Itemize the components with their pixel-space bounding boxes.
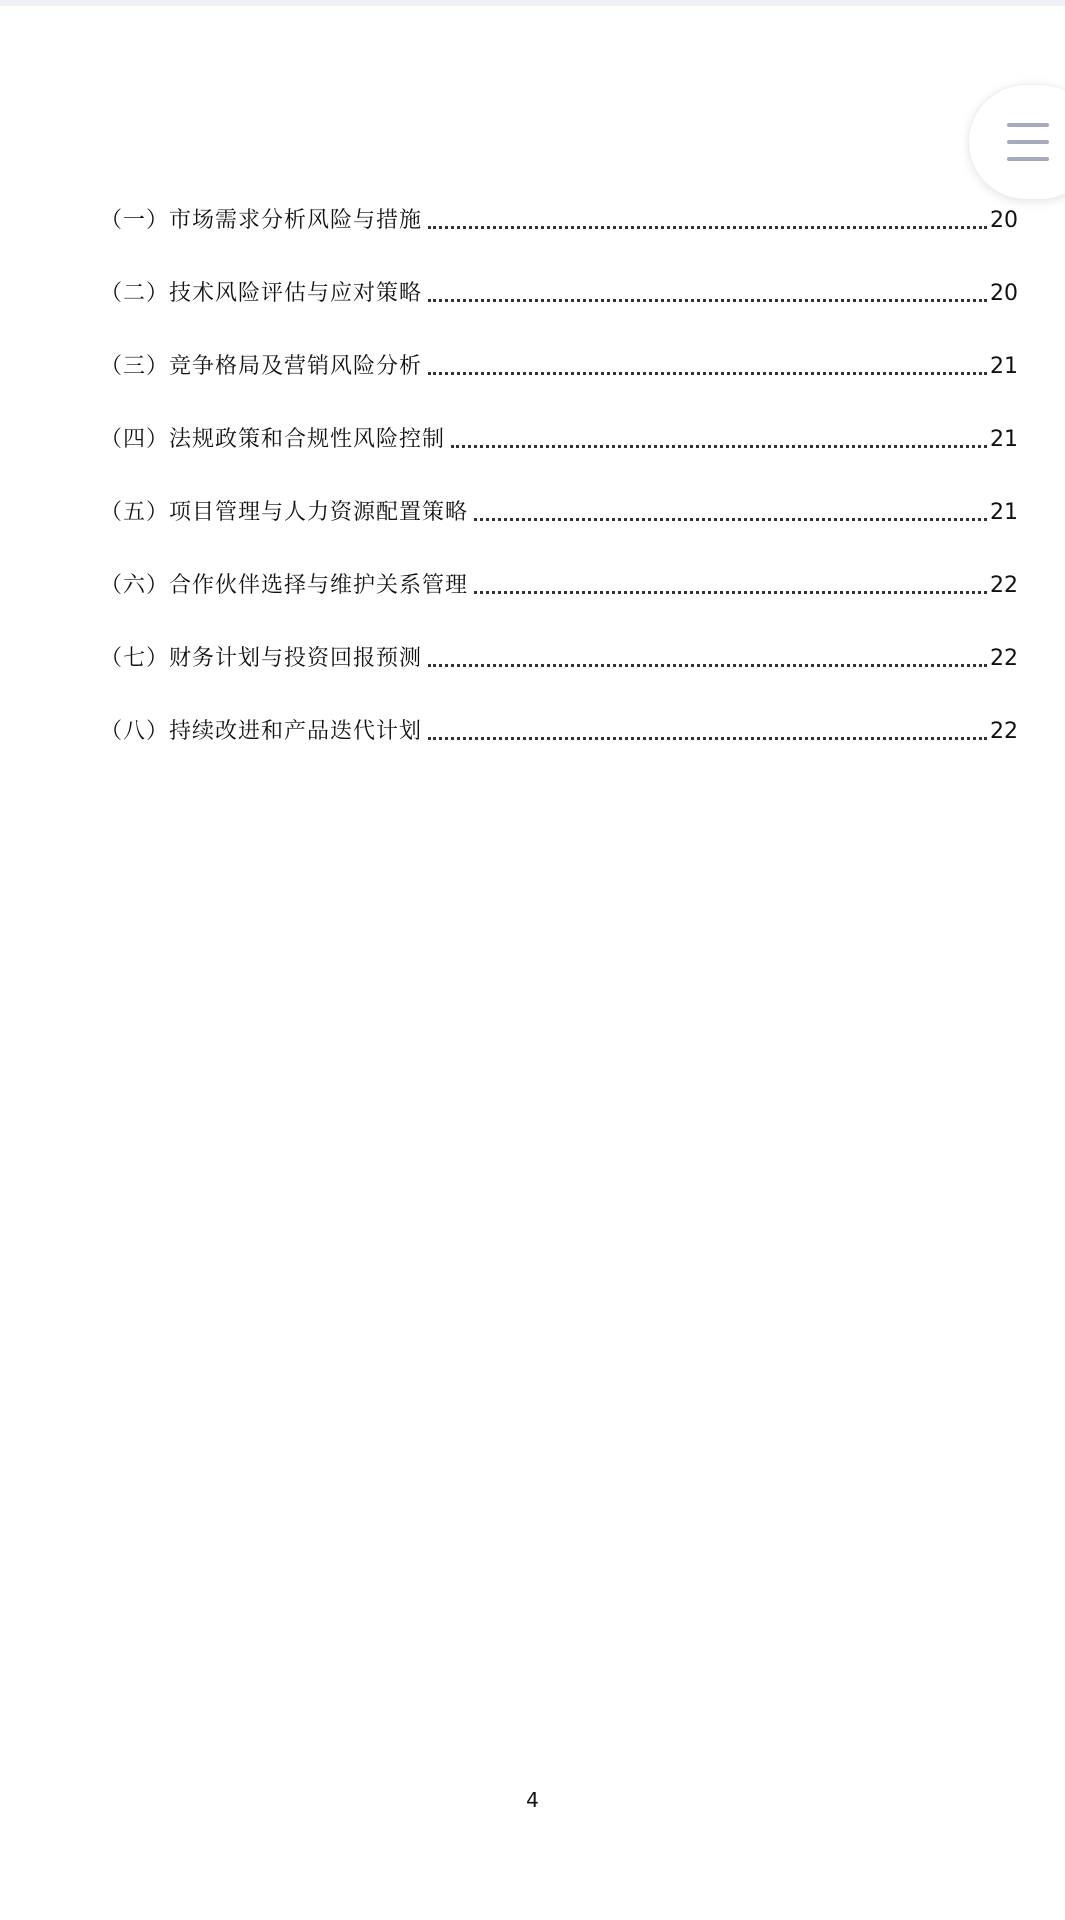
toc-entry[interactable]	[100, 634, 1018, 674]
toc-entry-title: （三）竞争格局及营销风险分析	[100, 354, 423, 379]
toc-leader-dots	[428, 737, 987, 740]
toc-entry-page: 20	[990, 281, 1018, 306]
toc-entry-title: （二）技术风险评估与应对策略	[100, 281, 423, 306]
toc-leader-dots	[451, 445, 987, 448]
toc-leader-dots	[428, 664, 987, 667]
toc-entry[interactable]	[100, 707, 1018, 747]
toc-entry-page: 21	[990, 500, 1018, 525]
toc-leader-dots	[474, 591, 987, 594]
toc-leader-dots	[428, 372, 987, 375]
toc-entry-page: 22	[990, 646, 1018, 671]
toc-entry-page: 21	[990, 427, 1018, 452]
toc-leader-dots	[428, 299, 987, 302]
toc-entry-title: （八）持续改进和产品迭代计划	[100, 719, 423, 744]
toc-entry[interactable]	[100, 561, 1018, 601]
toc-entry[interactable]	[100, 415, 1018, 455]
toc-entry-title: （五）项目管理与人力资源配置策略	[100, 500, 469, 525]
toc-leader-dots	[428, 226, 987, 229]
toc-entry-title: （六）合作伙伴选择与维护关系管理	[100, 573, 469, 598]
toc-entry-title: （四）法规政策和合规性风险控制	[100, 427, 446, 452]
toc-entry-title: （一）市场需求分析风险与措施	[100, 208, 423, 233]
page-number: 4	[526, 1788, 539, 1812]
top-status-strip	[0, 0, 1065, 6]
toc-entry-page: 20	[990, 208, 1018, 233]
toc-entry-page: 22	[990, 719, 1018, 744]
toc-entry[interactable]	[100, 269, 1018, 309]
toc-entry[interactable]	[100, 488, 1018, 528]
menu-button[interactable]	[968, 84, 1065, 200]
toc-entry[interactable]	[100, 342, 1018, 382]
toc-entry-page: 21	[990, 354, 1018, 379]
toc-entry-page: 22	[990, 573, 1018, 598]
toc-entry-title: （七）财务计划与投资回报预测	[100, 646, 423, 671]
toc-leader-dots	[474, 518, 987, 521]
hamburger-menu-icon	[1007, 123, 1049, 161]
toc-entry[interactable]	[100, 196, 1018, 236]
